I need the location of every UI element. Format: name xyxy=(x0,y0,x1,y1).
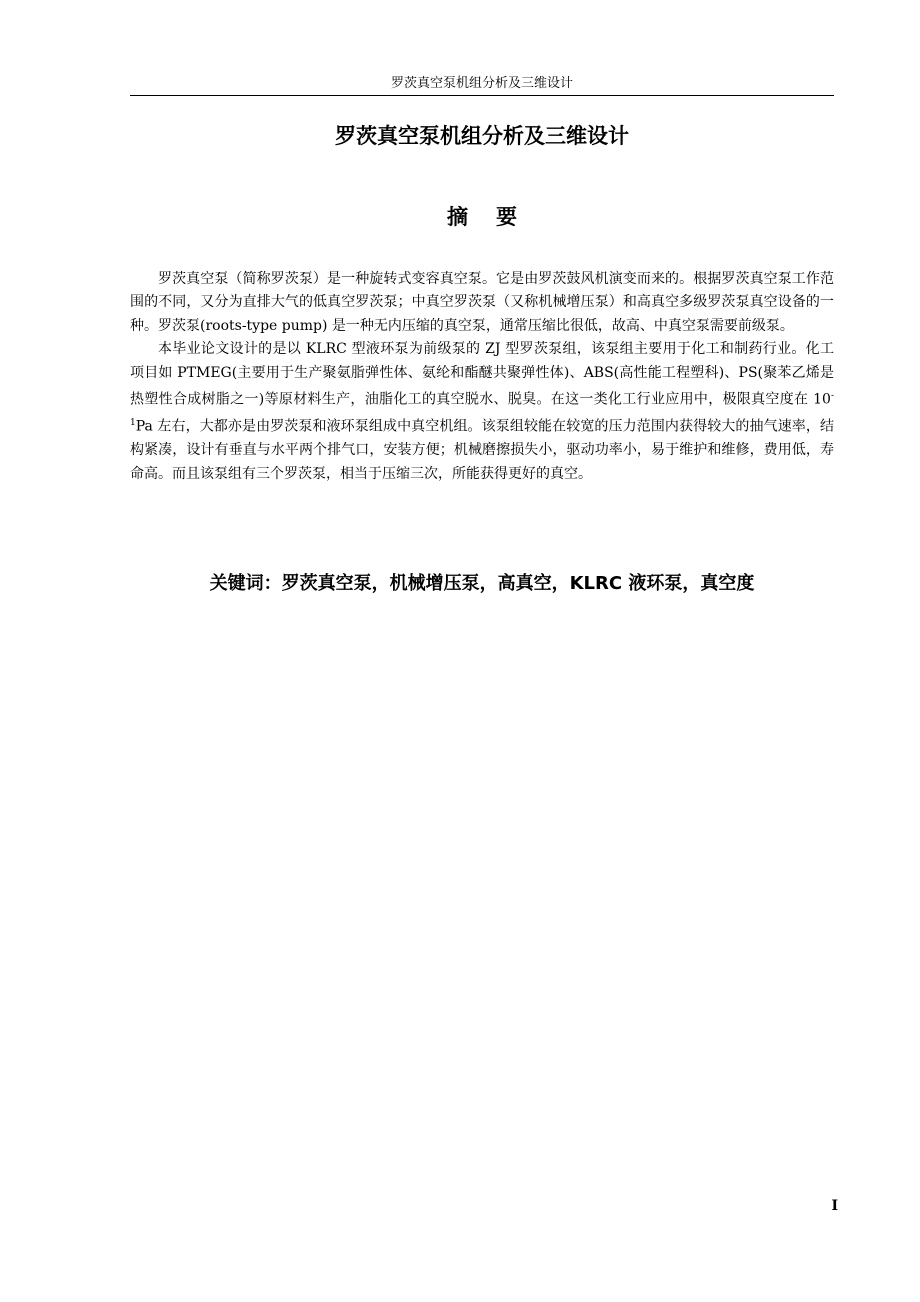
abstract-paragraph-1: 罗茨真空泵（简称罗茨泵）是一种旋转式变容真空泵。它是由罗茨鼓风机演变而来的。根据罗茨真空泵工作范围的不同，又分为直排大气的低真空罗茨泵；中真空罗茨泵（又称机械增压泵）和高真空多级罗茨泵真空设备的一种。罗茨泵(roots-type pump) 是一种无内压缩的真空泵，通常压缩比很低，故高、中真空泵需要前级泵。 xyxy=(130,271,834,334)
keywords-text: 罗茨真空泵，机械增压泵，高真空，KLRC 液环泵，真空度 xyxy=(281,573,755,594)
abstract-paragraph-2-part-1: 本毕业论文设计的是以 KLRC 型液环泵为前级泵的 ZJ 型罗茨泵组，该泵组主要用于化工和制药行业。化工项目如 PTMEG(主要用于生产聚氨脂弹性体、氨纶和酯醚共聚弹性体)、ABS(高性能工程塑科)、PS(聚苯乙烯是热塑性合成树脂之一)等原材料生产，油脂化工的真空脱水、脱臭。在这一类化工行业应用中，极限真空度在 10 xyxy=(130,341,834,408)
keywords-line xyxy=(130,570,834,598)
abstract-body xyxy=(130,268,834,486)
abstract-paragraph-2-part-2: Pa 左右，大都亦是由罗茨泵和液环泵组成中真空机组。该泵组较能在较宽的压力范围内获得较大的抽气速率，结构紧凑，设计有垂直与水平两个排气口，安装方便；机械磨擦损失小，驱动功率小，易于维护和维修，费用低，寿命高。而且该泵组有三个罗茨泵，相当于压缩三次，所能获得更好的真空。 xyxy=(130,418,834,482)
vacuum-exponent: -1 xyxy=(130,391,834,429)
paper-title: 罗茨真空泵机组分析及三维设计 xyxy=(335,124,629,148)
running-header: 罗茨真空泵机组分析及三维设计 xyxy=(390,76,573,91)
keywords-label: 关键词： xyxy=(209,573,282,594)
abstract-heading: 摘要 xyxy=(447,205,545,229)
page-number: I xyxy=(831,1198,838,1214)
header-rule xyxy=(130,95,834,96)
abstract-paragraph-2 xyxy=(130,338,834,486)
